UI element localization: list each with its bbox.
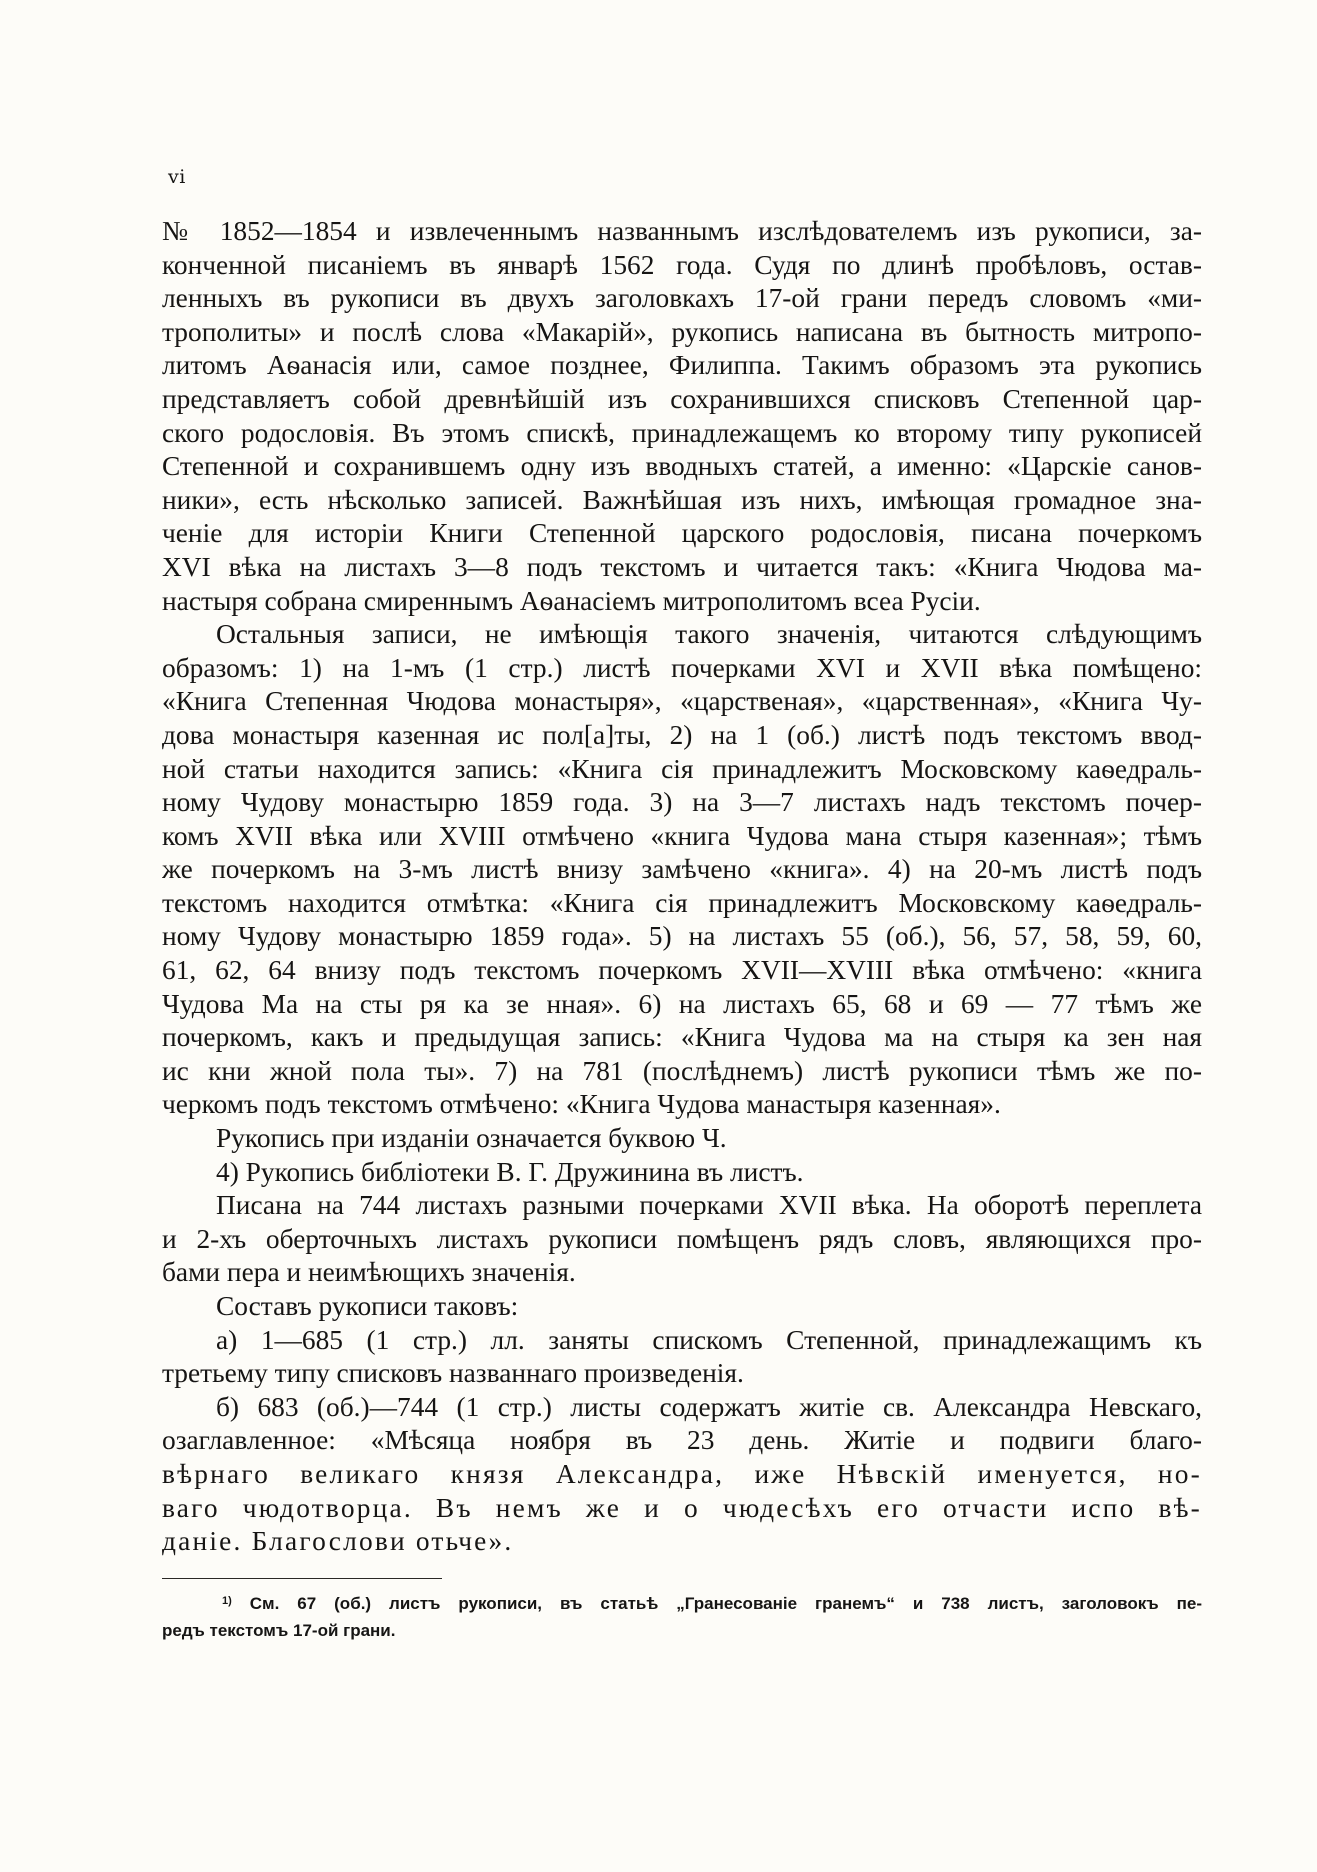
text-line: и 2-хъ оберточныхъ листахъ рукописи помѣщенъ рядъ словъ, являющихся про- bbox=[162, 1223, 1202, 1254]
text-line: а) 1—685 (1 стр.) лл. заняты спискомъ Степенной, принадлежащимъ къ bbox=[216, 1324, 1202, 1355]
text-line: XVI вѣка на листахъ 3—8 подъ текстомъ и читается такъ: «Книга Чюдова ма- bbox=[162, 551, 1202, 582]
text-line: почеркомъ, какъ и предыдущая запись: «Книга Чудова ма на стыря ка зен ная bbox=[162, 1022, 1202, 1053]
text-line: же почеркомъ на 3-мъ листѣ внизу замѣчено «книга». 4) на 20-мъ листѣ подъ bbox=[162, 854, 1202, 885]
footnote-marker: 1) bbox=[222, 1595, 232, 1607]
text-line: даніе. Благослови отьче». bbox=[162, 1526, 514, 1557]
text-line: Писана на 744 листахъ разными почерками XVII вѣка. На оборотѣ переплета bbox=[216, 1190, 1202, 1221]
text-line: Рукопись при изданіи означается буквою Ч. bbox=[216, 1123, 727, 1154]
footnote-line bbox=[162, 1590, 1202, 1617]
text-line: дова монастыря казенная ис пол[а]ты, 2) на 1 (об.) листѣ подъ текстомъ ввод- bbox=[162, 719, 1202, 750]
text-line: представляетъ собой древнѣйшій изъ сохранившихся списковъ Степенной цар- bbox=[162, 383, 1202, 414]
footnote-text: См. 67 (об.) листъ рукописи, въ статьѣ „Гранесованіе гранемъ“ и 738 листъ, заголовокъ пе- bbox=[249, 1594, 1202, 1613]
text-line: Степенной и сохранившемъ одну изъ вводныхъ статей, а именно: «Царскіе санов- bbox=[162, 451, 1202, 482]
section-heading: 4) Рукопись библіотеки В. Г. Дружинина въ листъ. bbox=[216, 1156, 804, 1187]
text-line: ной статьи находится запись: «Книга сія принадлежитъ Московскому каѳедраль- bbox=[162, 753, 1202, 784]
text-line: образомъ: 1) на 1-мъ (1 стр.) листѣ почерками XVI и XVII вѣка помѣщено: bbox=[162, 652, 1202, 683]
page-number: vi bbox=[168, 166, 186, 188]
text-line: литомъ Аѳанасія или, самое позднее, Филиппа. Такимъ образомъ эта рукопись bbox=[162, 350, 1202, 381]
text-line: ченіе для исторіи Книги Степенной царского родословія, писана почеркомъ bbox=[162, 518, 1202, 549]
text-line: конченной писаніемъ въ январѣ 1562 года. Судя по длинѣ пробѣловъ, остав- bbox=[162, 249, 1202, 280]
body-text bbox=[162, 215, 1202, 1559]
text-line: черкомъ подъ текстомъ отмѣчено: «Книга Чудова манастыря казенная». bbox=[162, 1089, 1001, 1120]
text-line: 61, 62, 64 внизу подъ текстомъ почеркомъ XVII—XVIII вѣка отмѣчено: «книга bbox=[162, 955, 1202, 986]
text-line: ному Чудову монастырю 1859 года». 5) на листахъ 55 (об.), 56, 57, 58, 59, 60, bbox=[162, 921, 1202, 952]
text-line: Чудова Ма на сты ря ка зе нная». 6) на листахъ 65, 68 и 69 — 77 тѣмъ же bbox=[162, 988, 1202, 1019]
text-line: озаглавленное: «Мѣсяца ноября въ 23 день. Житіе и подвиги благо- bbox=[162, 1425, 1202, 1456]
text-line: комъ XVII вѣка или XVIII отмѣчено «книга Чудова мана стыря казенная»; тѣмъ bbox=[162, 820, 1202, 851]
footnote bbox=[162, 1590, 1202, 1644]
footnote-divider bbox=[162, 1578, 442, 1579]
text-line: «Книга Степенная Чюдова монастыря», «царственая», «царственная», «Книга Чу- bbox=[162, 686, 1202, 717]
text-line: трополиты» и послѣ слова «Макарій», рукопись написана въ бытность митропо- bbox=[162, 316, 1202, 347]
text-line: ского родословія. Въ этомъ спискѣ, принадлежащемъ ко второму типу рукописей bbox=[162, 417, 1202, 448]
text-line: ному Чудову монастырю 1859 года. 3) на 3—7 листахъ надъ текстомъ почер- bbox=[162, 787, 1202, 818]
text-line: ленныхъ въ рукописи въ двухъ заголовкахъ 17-ой грани передъ словомъ «ми- bbox=[162, 283, 1202, 314]
text-line: ис кни жной пола ты». 7) на 781 (послѣднемъ) листѣ рукописи тѣмъ же по- bbox=[162, 1055, 1202, 1086]
text-line: третьему типу списковъ названнаго произведенія. bbox=[162, 1358, 744, 1389]
text-line: Остальныя записи, не имѣющія такого значенія, читаются слѣдующимъ bbox=[216, 619, 1202, 650]
text-line: б) 683 (об.)—744 (1 стр.) листы содержатъ житіе св. Александра Невскаго, bbox=[216, 1391, 1202, 1422]
text-line: № 1852—1854 и извлеченнымъ названнымъ изслѣдователемъ изъ рукописи, за- bbox=[162, 216, 1202, 246]
footnote-line: редъ текстомъ 17-ой грани. bbox=[162, 1621, 396, 1640]
text-line: ваго чюдотворца. Въ немъ же и о чюдесѣхъ его отчасти испо вѣ- bbox=[162, 1492, 1202, 1523]
text-line: настыря собрана смиреннымъ Аѳанасіемъ митрополитомъ всеа Русіи. bbox=[162, 585, 981, 616]
text-line: вѣрнаго великаго князя Александра, иже Нѣвскій именуется, но- bbox=[162, 1458, 1202, 1489]
text-line: текстомъ находится отмѣтка: «Книга сія принадлежитъ Московскому каѳедраль- bbox=[162, 887, 1202, 918]
text-line: Составъ рукописи таковъ: bbox=[216, 1291, 519, 1321]
text-line: ники», есть нѣсколько записей. Важнѣйшая изъ нихъ, имѣющая громадное зна- bbox=[162, 484, 1202, 515]
text-line: бами пера и неимѣющихъ значенія. bbox=[162, 1257, 576, 1288]
